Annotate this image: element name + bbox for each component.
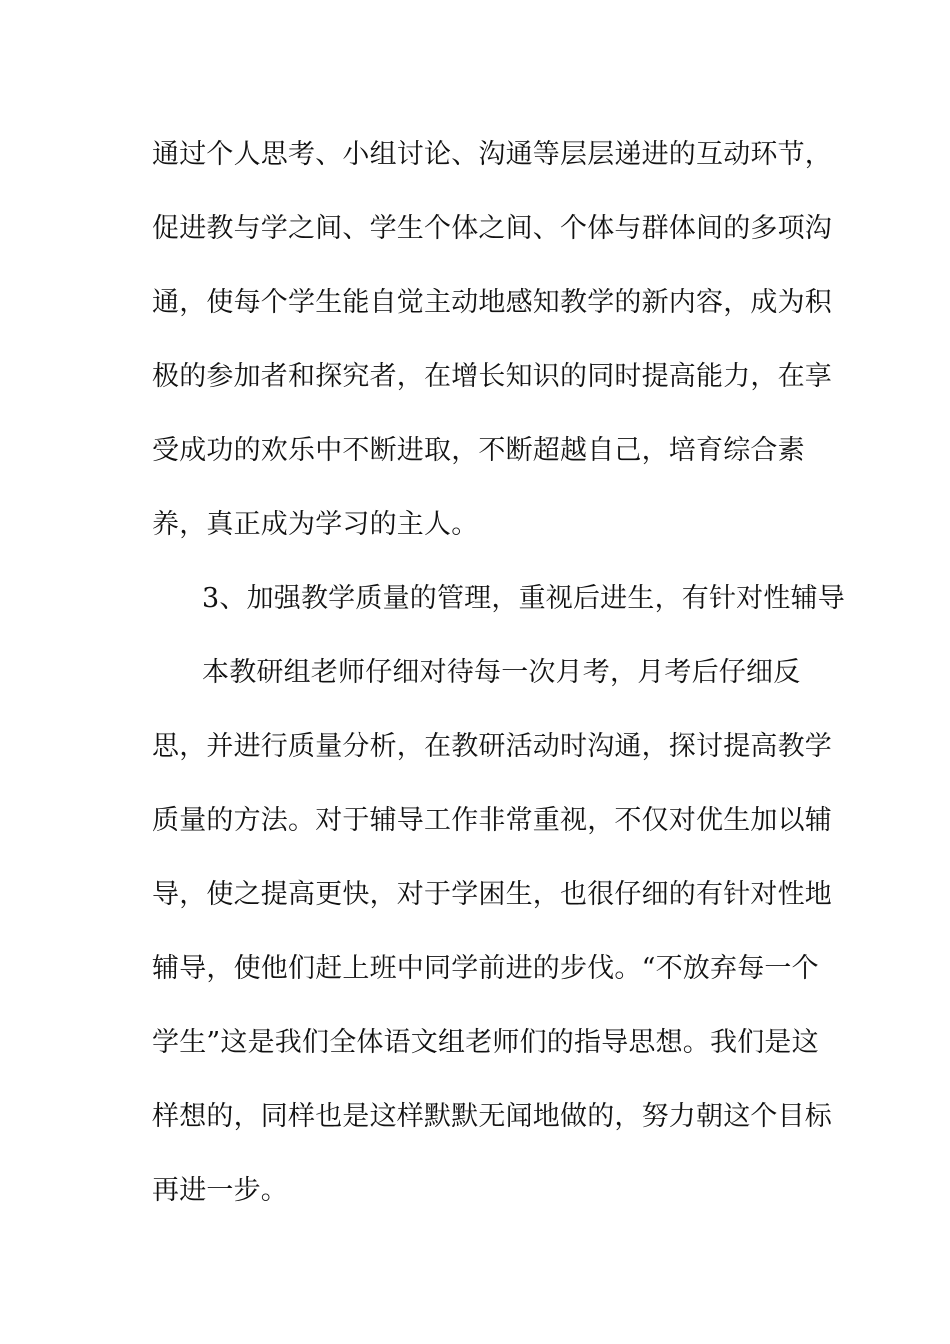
paragraph-line: 本教研组老师仔细对待每一次月考，月考后仔细反 (202, 657, 801, 688)
paragraph-line: 极的参加者和探究者，在增长知识的同时提高能力，在享 (152, 361, 832, 392)
paragraph-line: 辅导，使他们赶上班中同学前进的步伐。“不放弃每一个 (152, 953, 819, 984)
paragraph-line: 受成功的欢乐中不断进取，不断超越自己，培育综合素 (152, 435, 805, 466)
paragraph-line: 样想的，同样也是这样默默无闻地做的，努力朝这个目标 (152, 1101, 832, 1132)
paragraph-line: 思，并进行质量分析，在教研活动时沟通，探讨提高教学 (152, 731, 832, 762)
section-heading: 3、加强教学质量的管理，重视后进生，有针对性辅导 (202, 583, 845, 614)
paragraph-line: 促进教与学之间、学生个体之间、个体与群体间的多项沟 (152, 213, 832, 244)
paragraph-line: 养，真正成为学习的主人。 (152, 509, 479, 540)
paragraph-line: 导，使之提高更快，对于学困生，也很仔细的有针对性地 (152, 879, 832, 910)
paragraph-line: 学生”这是我们全体语文组老师们的指导思想。我们是这 (152, 1027, 819, 1058)
paragraph-line: 质量的方法。对于辅导工作非常重视，不仅对优生加以辅 (152, 805, 832, 836)
paragraph-line: 通过个人思考、小组讨论、沟通等层层递进的互动环节， (152, 139, 832, 170)
paragraph-line: 再进一步。 (152, 1175, 288, 1206)
paragraph-line: 通，使每个学生能自觉主动地感知教学的新内容，成为积 (152, 287, 832, 318)
